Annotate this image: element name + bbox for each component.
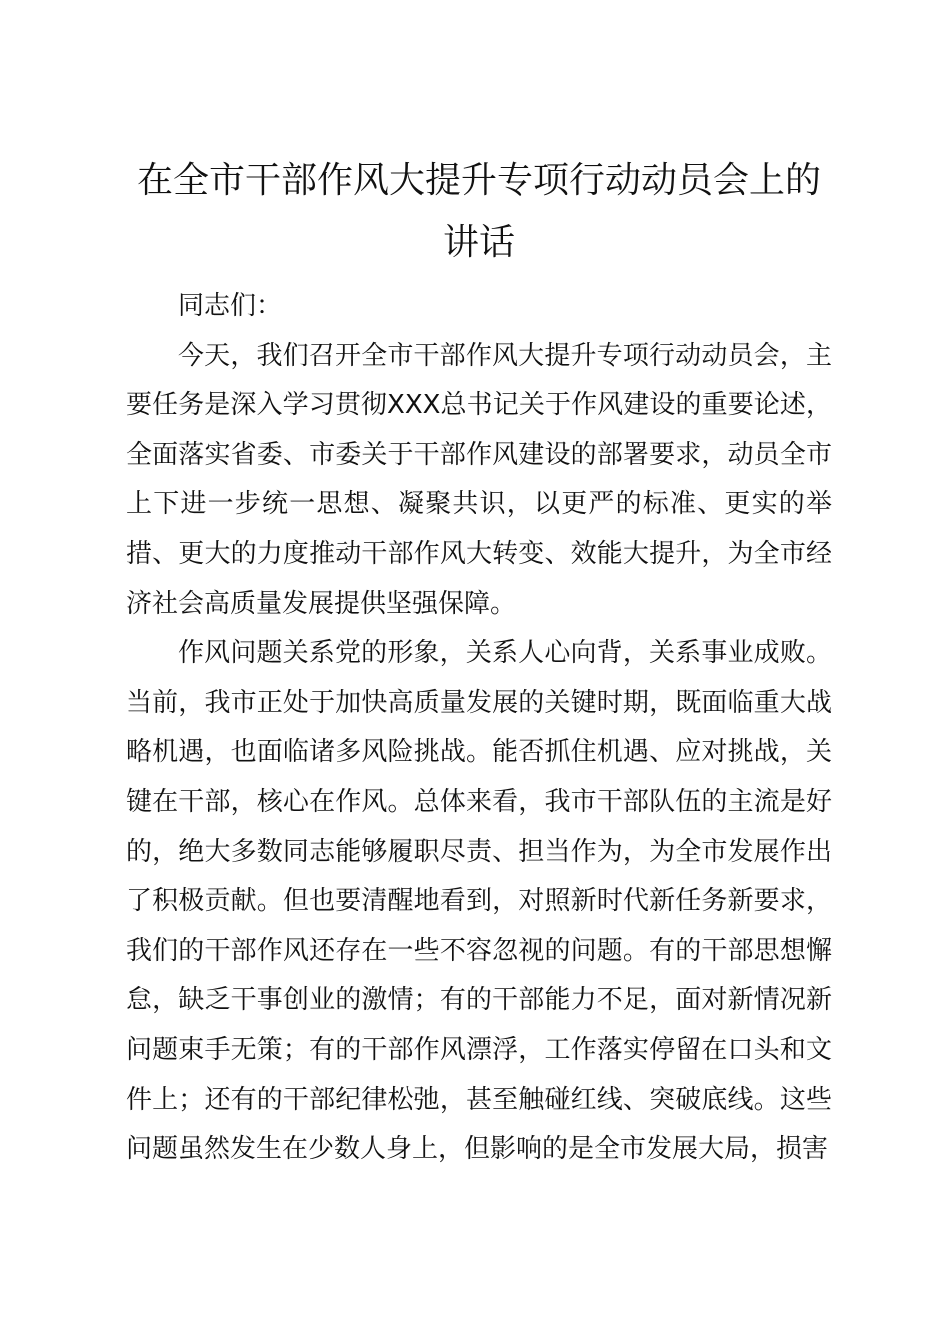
paragraph-2: 作风问题关系党的形象，关系人心向背，关系事业成败。当前，我市正处于加快高质量发展的关键时期，既面临重大战略机遇，也面临诸多风险挑战。能否抓住机遇、应对挑战，关键在干部，核心在作风。总体来看，我市干部队伍的主流是好的，绝大多数同志能够履职尽责、担当作为，为全市发展作出了积极贡献。但也要清醒地看到，对照新时代新任务新要求，我们的干部作风还存在一些不容忽视的问题。有的干部思想懈怠，缺乏干事创业的激情；有的干部能力不足，面对新情况新问题束手无策；有的干部作风漂浮，工作落实停留在口头和文件上；还有的干部纪律松弛，甚至触碰红线、突破底线。这些问题虽然发生在少数人身上，但影响的是全市发展大局，损害 <box>126 638 832 1165</box>
document-title: 在全市干部作风大提升专项行动动员会上的讲话 <box>136 160 821 263</box>
salutation: 同志们： <box>178 291 283 321</box>
paragraph-1: 今天，我们召开全市干部作风大提升专项行动动员会，主要任务是深入学习贯彻XXX总书记关于作风建设的重要论述，全面落实省委、市委关于干部作风建设的部署要求，动员全市上下进一步统一思想、凝聚共识，以更严的标准、更实的举措、更大的力度推动干部作风大转变、效能大提升，为全市经济社会高质量发展提供坚强保障。 <box>126 340 832 619</box>
document-body <box>126 282 832 1175</box>
